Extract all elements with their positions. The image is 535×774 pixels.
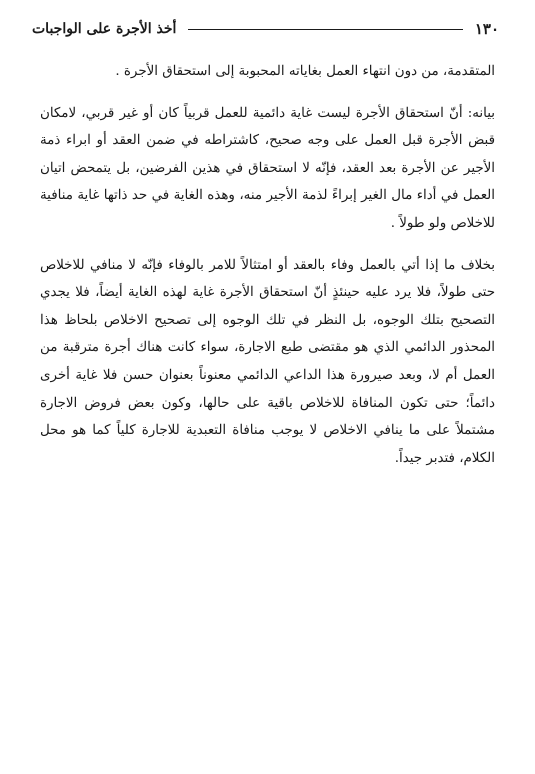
paragraph-continuation: المتقدمة، من دون انتهاء العمل بغاياته المحبوبة إلى استحقاق الأجرة .	[115, 64, 495, 79]
page-body	[40, 58, 495, 486]
page-number: ١٣٠	[474, 20, 499, 38]
paragraph-contrast: بخلاف ما إذا أتي بالعمل وفاء بالعقد أو امتثالاً للامر بالوفاء فإنّه لا منافي للاخلاص حتى طولاً، فلا يرد عليه حينئذٍ أنّ استحقاق الأجرة غاية لهذه الغاية أيضاً، فلا يجدي التصحيح بتلك الوجوه، بل النظر في تلك الوجوه إلى تصحيح الاخلاص بلحاظ هذا المحذور الدائمي الذي هو مقتضى طبع الاجارة، سواء كانت هناك أجرة مترقبة من العمل أم لا، وبعد صيرورة هذا الداعي الدائمي معنوناً بعنوان حسن فلا غاية أخرى دائماً؛ حتى تكون المنافاة للاخلاص باقية على حالها، وكون بعض فروض الاجارة مشتملاً على ما ينافي الاخلاص لا يوجب منافاة التعبدية للاجارة كلياً كما هو محل الكلام، فتدبر جيداً.	[40, 257, 495, 466]
paragraph-explanation: بيانه: أنّ استحقاق الأجرة ليست غاية دائمية للعمل قربياً كان أو غير قربي، لامكان قبض الأجرة قبل العمل على وجه صحيح، كاشتراطه في ضمن العقد أو ابراء ذمة الأجير عن الأجرة بعد العقد، فإنّه لا استحقاق في هذين الفرضين، بل يتمحض اتيان العمل في أداء مال الغير إبراءً لذمة الأجير منه، وهذه الغاية في حد ذاتها غاية منافية للاخلاص ولو طولاً .	[40, 105, 495, 231]
header-rule	[188, 29, 462, 30]
running-title: أخذ الأجرة على الواجبات	[32, 21, 177, 37]
page-header	[32, 16, 499, 42]
